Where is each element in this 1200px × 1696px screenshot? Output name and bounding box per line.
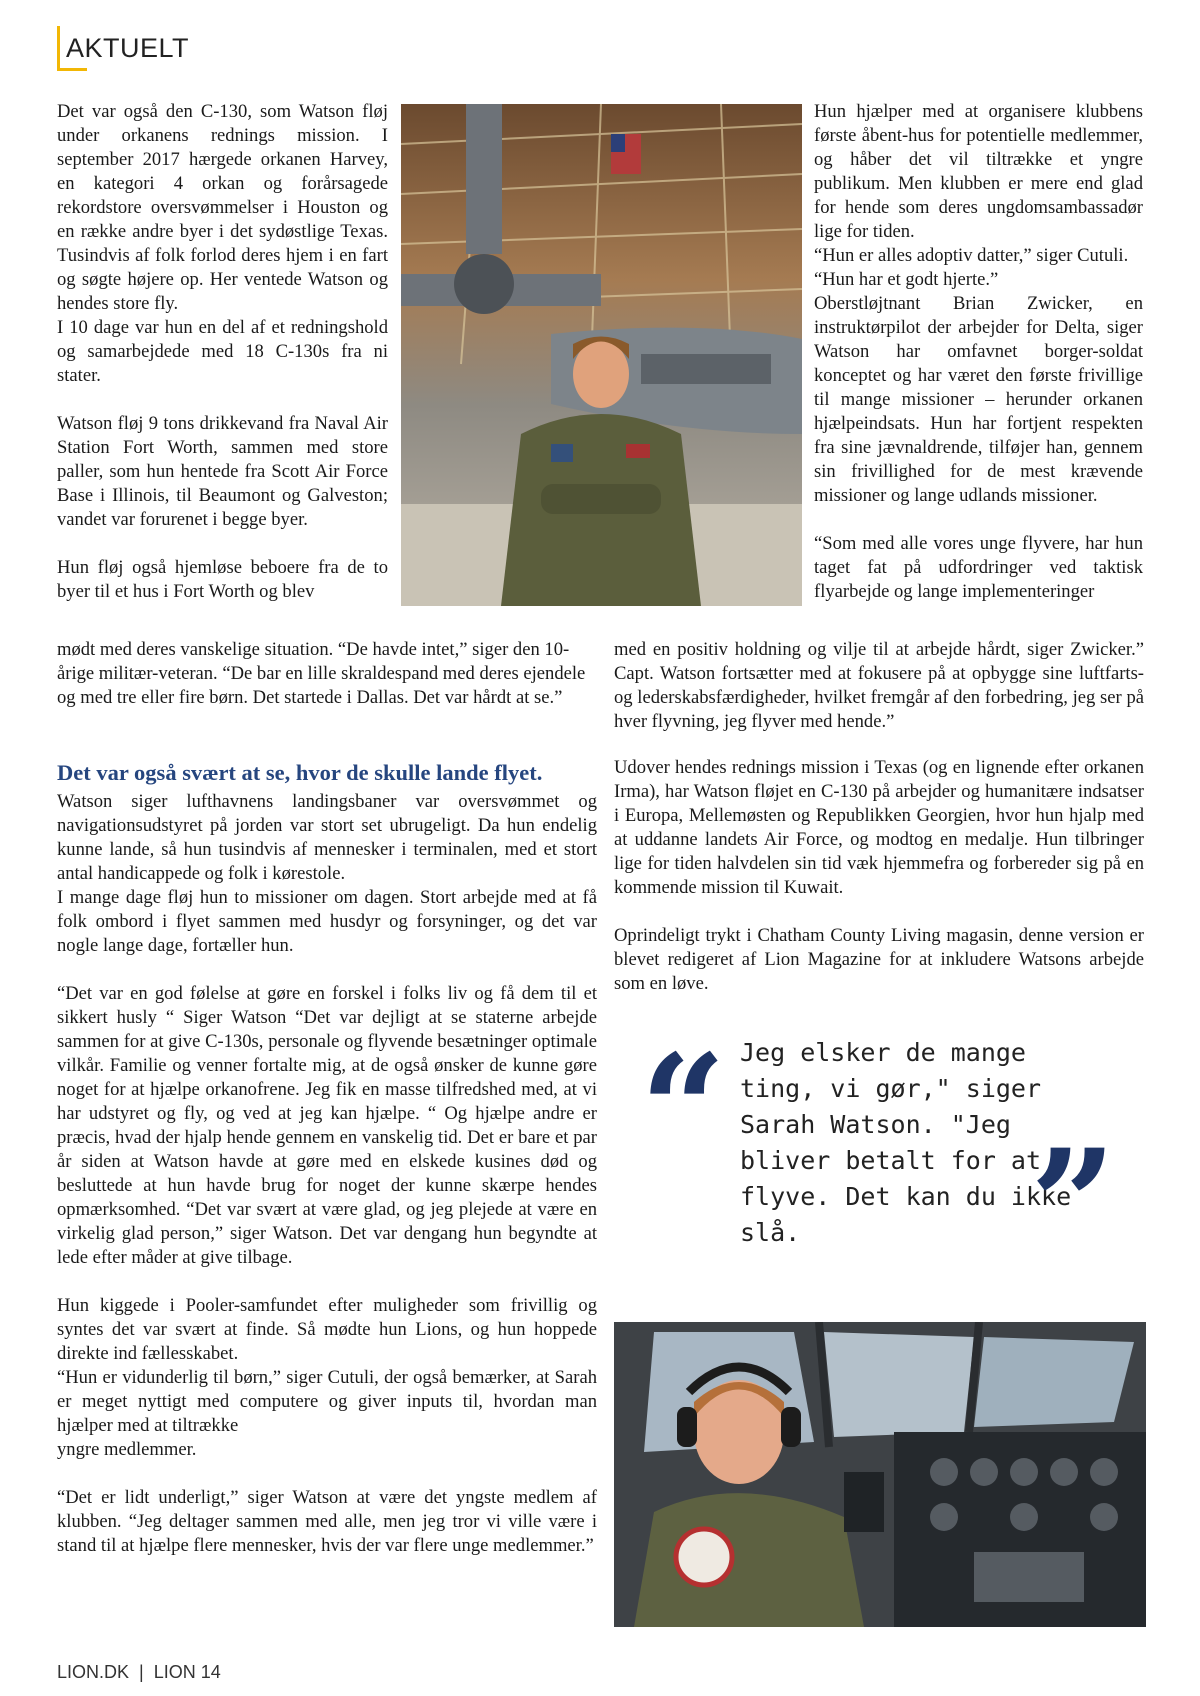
paragraph: Oprindeligt trykt i Chatham County Living magasin, denne version er blevet redigeret af Lion Magazine for at inkludere Watsons arbejde som en løve. bbox=[614, 925, 1144, 994]
hangar-photo bbox=[401, 104, 802, 606]
paragraph: Det var også den C-130, som Watson fløj under orkanens rednings mission. I september 2017 hærgede orkanen Harvey, en kategori 4 orkan og forårsagede rekordstore oversvømmelser i Houston og en række andre byer i det sydøstlige Texas. Tusindvis af folk forlod deres hjem i en fart og søgte højere op. Her ventede Watson og hendes store fly. bbox=[57, 101, 388, 314]
paragraph: Watson siger lufthavnens landingsbaner var oversvømmet og navigationsudstyret på jorden var stort set ubrugeligt. Da hun endelig kunne lande, så hun tusindvis af mennesker i terminalen, med et stort antal handicappede og folk i kørestole. bbox=[57, 791, 597, 884]
paragraph: Udover hendes rednings mission i Texas (og en lignende efter orkanen Irma), har Watson fløjet en C-130 på arbejder og humanitære indsatser i Europa, Mellemøsten og Republikken Georgien, hvor hun hjalp med at uddanne landets Air Force, og modtog en medalje. Hun tilbringer lige for tiden halvdelen sin tid væk hjemmefra og forbereder sig på en kommende mission til Kuwait. bbox=[614, 757, 1144, 898]
open-quote-icon: “ bbox=[640, 1022, 727, 1198]
paragraph: “Hun har et godt hjerte.” bbox=[814, 269, 999, 290]
section-title: AKTUELT bbox=[66, 33, 190, 63]
right-column-top bbox=[814, 100, 1143, 604]
header-accent-bar bbox=[57, 26, 60, 70]
subheading: Det var også svært at se, hvor de skulle lande flyet. bbox=[57, 760, 543, 785]
right-column-continue bbox=[614, 638, 1144, 734]
paragraph: Hun kiggede i Pooler-samfundet efter muligheder som frivillig og syntes det var svært at finde. Så mødte hun Lions, og hun hoppede direkte ind fællesskabet. bbox=[57, 1295, 597, 1364]
close-quote-icon: ” bbox=[1030, 1117, 1117, 1293]
paragraph: yngre medlemmer. bbox=[57, 1439, 197, 1460]
paragraph: med en positiv holdning og vilje til at arbejde hårdt, siger Zwicker.” Capt. Watson fortsætter med at fokusere på at opbygge sine luftfarts- og lederskabsfærdigheder, hvilket fremgår af den forbedring, jeg ser på hver flyvning, jeg flyver med hende.” bbox=[614, 639, 1144, 732]
left-column-top bbox=[57, 100, 388, 604]
cockpit-photo bbox=[614, 1322, 1146, 1627]
right-column-bottom bbox=[614, 756, 1144, 996]
paragraph: “Hun er vidunderlig til børn,” siger Cutuli, der også bemærker, at Sarah er meget nyttigt med computere og giver inputs til, hvordan man hjælper med at tiltrække bbox=[57, 1367, 597, 1436]
paragraph: Hun hjælper med at organisere klubbens første åbent-hus for potentielle medlemmer, og håber det vil tiltrække et yngre publikum. Men klubben er mere end glad for hende som deres ungdomsambassadør lige for tiden. bbox=[814, 101, 1143, 242]
footer-separator: | bbox=[139, 1662, 144, 1682]
left-column-continue bbox=[57, 638, 597, 710]
paragraph: Watson fløj 9 tons drikkevand fra Naval Air Station Fort Worth, sammen med store paller, som hun hentede fra Scott Air Force Base i Illinois, til Beaumont og Galveston; vandet var forurenet i begge byer. bbox=[57, 413, 388, 530]
footer-site: LION.DK bbox=[57, 1662, 130, 1682]
pull-quote bbox=[640, 1022, 1140, 1293]
paragraph: “Hun er alles adoptiv datter,” siger Cutuli. bbox=[814, 245, 1129, 266]
header-accent-underline bbox=[57, 68, 87, 71]
paragraph: “Det er lidt underligt,” siger Watson at være det yngste medlem af klubben. “Jeg deltager sammen med alle, men jeg tror vi ville være i stand til at hjælpe flere mennesker, hvis der var flere unge medlemmer.” bbox=[57, 1487, 597, 1556]
paragraph: Hun fløj også hjemløse beboere fra de to byer til et hus i Fort Worth og blev bbox=[57, 557, 388, 602]
page-footer bbox=[57, 1662, 221, 1683]
paragraph: mødt med deres vanskelige situation. “De havde intet,” siger den 10-årige militær-veteran. “De bar en lille skraldespand med deres ejendele og med tre eller fire børn. Det startede i Dallas. Det var hårdt at se.” bbox=[57, 639, 586, 708]
page-number: LION 14 bbox=[153, 1662, 221, 1682]
paragraph: I 10 dage var hun en del af et redningshold og samarbejdede med 18 C-130s fra ni stater. bbox=[57, 317, 388, 386]
pull-quote-text: Jeg elsker de mange ting, vi gør," siger Sarah Watson. "Jeg bliver betalt for at flyve. Det kan du ikke slå. bbox=[740, 1038, 1072, 1247]
paragraph: Oberstløjtnant Brian Zwicker, en instruktørpilot der arbejder for Delta, siger Watson har omfavnet borger-soldat konceptet og har været den første frivillige til mange missioner – herunder orkanen hjælpeindsats. Hun har fortjent respekten fra sine jævnaldrende, tilføjer han, gennem sin frivillighed for de mest krævende missioner og lange udlands missioner. bbox=[814, 293, 1143, 506]
paragraph: “Som med alle vores unge flyvere, har hun taget fat på udfordringer ved taktisk flyarbejde og lange implementeringer bbox=[814, 533, 1143, 602]
left-column-bottom bbox=[57, 790, 597, 1558]
paragraph: I mange dage fløj hun to missioner om dagen. Stort arbejde med at få folk ombord i flyet sammen med husdyr og forsyninger, og det var nogle lange dage, fortæller hun. bbox=[57, 887, 597, 956]
paragraph: “Det var en god følelse at gøre en forskel i folks liv og få dem til et sikkert husly “ Siger Watson “Det var dejligt at se staterne arbejde sammen for at give C-130s, personale og flyvende besætninger optimale vilkår. Familie og venner fortalte mig, at de også ønsker de kunne gøre noget for at hjælpe orkanofrene. Jeg fik en masse tilfredshed med, at vi har udstyret og fly, og ved at jeg kan hjælpe. “ Og hjælpe andre er præcis, hvad der hjalp hende gennem en vanskelig tid. Det er bare et par år siden at Watson havde at gøre med en elskede kusines død og besluttede at hun havde brug for noget der kunne skærpe hendes opmærksomhed. “Det var svært at være glad, og jeg plejede at være en virkelig glad person,” siger Watson. Det var dengang hun begyndte at lede efter måder at give tilbage. bbox=[57, 983, 597, 1268]
